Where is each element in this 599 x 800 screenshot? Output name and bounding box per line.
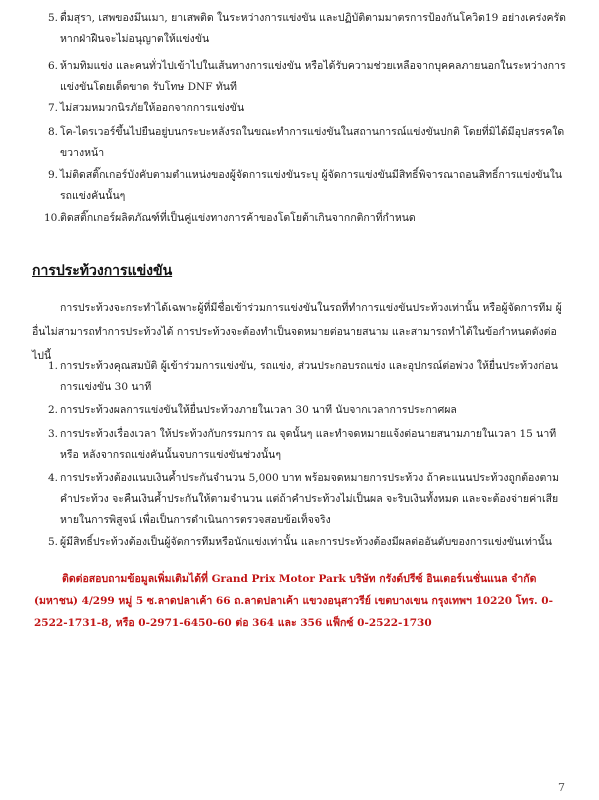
protest-text: ผู้มีสิทธิ์ประท้วงต้องเป็นผู้จัดการทีมหรือนักแข่งเท่านั้น และการประท้วงต้องมีผลต่ออันดับของการแข่งขันเท่านั้น (60, 536, 552, 548)
rule-number: 7. (47, 102, 58, 114)
rule-text: ไม่ติดสติ๊กเกอร์บังคับตามตำแหน่งของผู้จัดการแข่งขันระบุ ผู้จัดการแข่งขันมีสิทธิ์พิจารณาถอนสิทธิ์การแข่งขันในรถแข่งคันนั้นๆ (60, 169, 563, 202)
protest-item-5 (47, 532, 570, 553)
rule-text: โค-ไดรเวอร์ขึ้นไปยืนอยู่บนกระบะหลังรถในขณะทำการแข่งขันในสถานการณ์แข่งขันปกติ โดยที่มิได้มีอุปสรรคใดขวางหน้า (60, 126, 565, 159)
protest-text: การประท้วงคุณสมบัติ ผู้เข้าร่วมการแข่งขัน, รถแข่ง, ส่วนประกอบรถแข่ง และอุปกรณ์ต่อพ่วง ให้ยื่นประท้วงก่อนการแข่งขัน 30 นาที (60, 360, 558, 393)
page-number: 7 (558, 781, 565, 794)
rule-item-5 (47, 8, 570, 50)
rule-number: 5. (47, 12, 58, 24)
rule-text: ดื่มสุรา, เสพของมึนเมา, ยาเสพติด ในระหว่างการแข่งขัน และปฏิบัติตามมาตรการป้องกันโควิด19 อย่างเคร่งครัด หากฝ่าฝืนจะไม่อนุญาตให้แข่งขัน (60, 12, 566, 45)
protest-number: 5. (47, 536, 58, 548)
rule-number: 9. (47, 169, 58, 181)
rule-item-8 (47, 122, 570, 164)
protest-item-1 (47, 356, 570, 398)
protest-number: 2. (47, 404, 58, 416)
protest-number: 4. (47, 472, 58, 484)
rule-number: 8. (47, 126, 58, 138)
rule-text: ไม่สวมหมวกนิรภัยให้ออกจากการแข่งขัน (60, 102, 245, 114)
protest-number: 1. (47, 360, 58, 372)
section-intro: การประท้วงจะกระทำได้เฉพาะผู้ที่มีชื่อเข้าร่วมการแข่งขันในรถที่ทำการแข่งขันประท้วงเท่านั้น หรือผู้จัดการทีม ผู้อื่นไม่สามารถทำการประท้วงได้ การประท้วงจะต้องทำเป็นจดหมายต่อนายสนาม และสามารถทำได้ในข้อกำหนดดังต่อไปนี้ (32, 302, 562, 362)
contact-info: ติดต่อสอบถามข้อมูลเพิ่มเติมได้ที่ Grand Prix Motor Park บริษัท กรังด์ปรีซ์ อินเตอร์เนชั่นแนล จำกัด (มหาชน) 4/299 หมู่ 5 ซ.ลาดปลาเค้า 66 ถ.ลาดปลาเค้า แขวงอนุสาวรีย์ เขตบางเขน กรุงเทพฯ 10220 โทร. 0-2522-1731-8, หรือ 0-2971-6450-60 ต่อ 364 และ 356 แฟ็กซ์ 0-2522-1730 (34, 573, 553, 629)
protest-item-3 (47, 424, 570, 466)
protest-item-2 (47, 400, 570, 421)
rule-text: ห้ามทิมแข่ง และคนทั่วไปเข้าไปในเส้นทางการแข่งขัน หรือได้รับความช่วยเหลือจากบุคคลภายนอกในระหว่างการแข่งขันโดยเด็ดขาด รับโทษ DNF ทันที (60, 60, 566, 93)
rule-item-7 (47, 98, 570, 119)
rule-item-10 (44, 208, 570, 229)
section-heading: การประท้วงการแข่งขัน (32, 263, 173, 279)
rule-text: ติดสติ๊กเกอร์ผลิตภัณฑ์ที่เป็นคู่แข่งทางการค้าของโตโยต้าเกินจากกติกาที่กำหนด (60, 212, 416, 224)
protest-number: 3. (47, 428, 58, 440)
protest-text: การประท้วงเรื่องเวลา ให้ประท้วงกับกรรมการ ณ จุดนั้นๆ และทำจดหมายแจ้งต่อนายสนามภายในเวลา 15 นาที หรือ หลังจากรถแข่งคันนั้นจบการแข่งขันช่วงนั้นๆ (60, 428, 557, 461)
rule-number: 6. (47, 60, 58, 72)
protest-text: การประท้วงผลการแข่งขันให้ยื่นประท้วงภายในเวลา 30 นาที นับจากเวลาการประกาศผล (60, 404, 457, 416)
protest-item-4 (47, 468, 570, 531)
rule-item-6 (47, 56, 570, 98)
protest-text: การประท้วงต้องแนบเงินค้ำประกันจำนวน 5,000 บาท พร้อมจดหมายการประท้วง ถ้าคะแนนประท้วงถูกต้องตามคำประท้วง จะคืนเงินค้ำประกันให้ตามจำนวน แต่ถ้าคำประท้วงไม่เป็นผล จะริบเงินทั้งหมด และจะต้องจ่ายค่าเสียหายในการพิสูจน์ เพื่อเป็นการดำเนินการตรวจสอบข้อเท็จจริง (60, 472, 560, 526)
rule-item-9 (47, 165, 570, 207)
rule-number: 10. (44, 212, 61, 224)
